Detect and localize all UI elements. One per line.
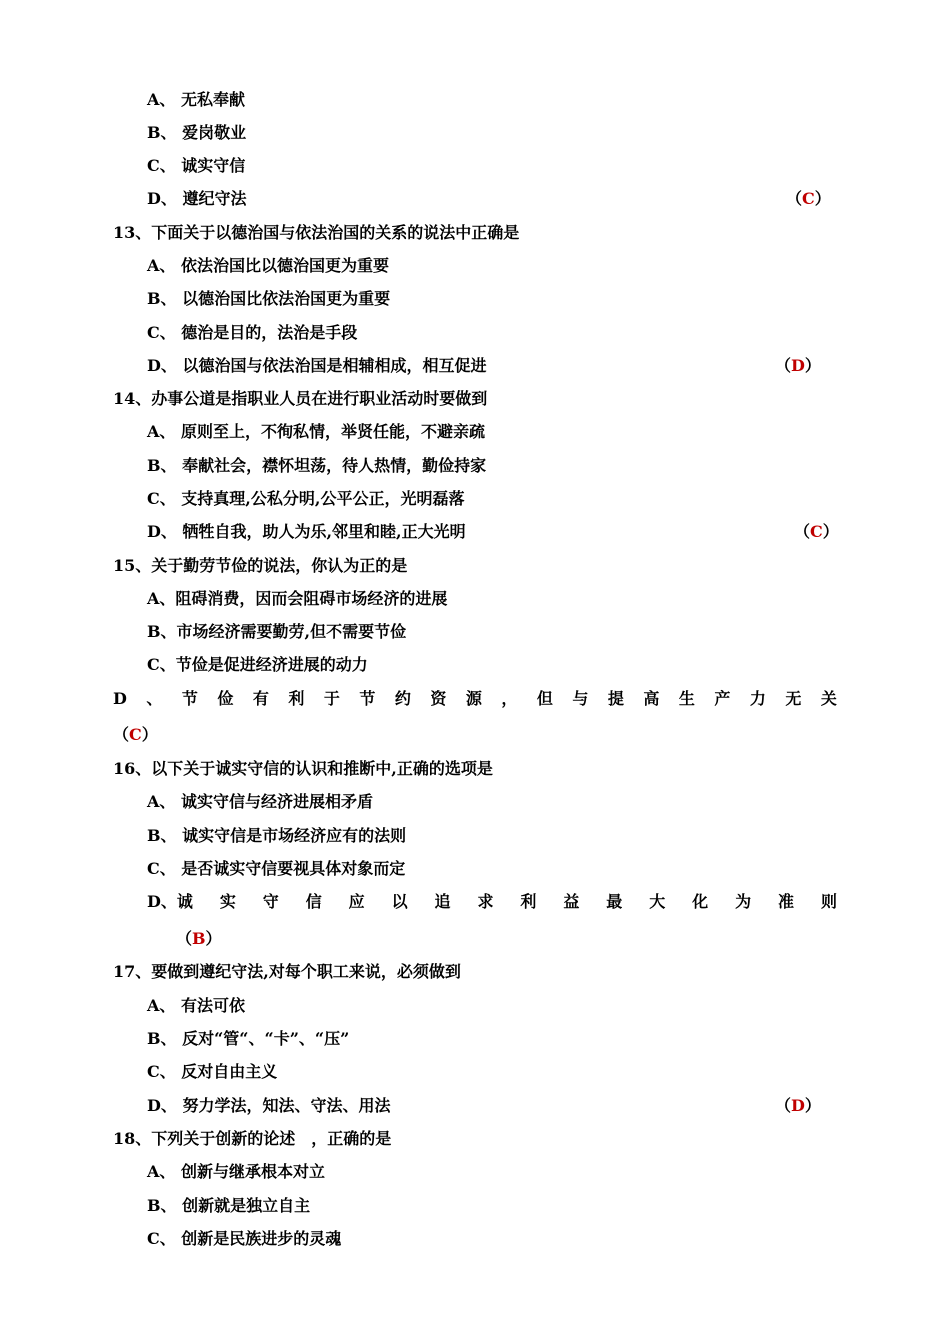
q16-option-d-char: 应 [348, 892, 365, 911]
q16-option-d-char: 以 [391, 892, 408, 911]
q18-option-a: A、 创新与继承根本对立 [147, 1162, 325, 1181]
q15-option-d-char: 于 [323, 689, 340, 708]
q17-answer: （D） [775, 1096, 821, 1115]
q12-answer: （C） [786, 189, 831, 208]
q13-option-d: D、 以德治国与依法治国是相辅相成，相互促进 [147, 356, 487, 375]
q16-option-d-char: 大 [649, 892, 666, 911]
q15-option-d-char: 节 [181, 689, 198, 708]
q16-option-d-char: 信 [305, 892, 322, 911]
q15-option-d-char: 与 [572, 689, 589, 708]
q13-stem: 13、下面关于以德治国与依法治国的关系的说法中正确是 [113, 223, 520, 242]
q15-option-d-char: 约 [394, 689, 411, 708]
q15-option-d-char: D [113, 689, 127, 708]
q14-option-c: C、 支持真理,公私分明,公平公正，光明磊落 [147, 489, 465, 508]
q15-option-d-char: 节 [359, 689, 376, 708]
q16-option-d-char: 则 [820, 892, 837, 911]
q13-option-a: A、 依法治国比以德治国更为重要 [147, 256, 389, 275]
q15-option-d-char: 关 [820, 689, 837, 708]
q15-stem: 15、关于勤劳节俭的说法，你认为正的是 [113, 556, 408, 575]
q15-option-d-char: 无 [785, 689, 802, 708]
q16-stem: 16、以下关于诚实守信的认识和推断中,正确的选项是 [113, 759, 493, 778]
q13-option-b: B、 以德治国比依法治国更为重要 [147, 289, 391, 308]
q15-option-d-char: 高 [643, 689, 660, 708]
q16-option-d-char: 最 [606, 892, 623, 911]
q12-option-a: A、 无私奉献 [147, 90, 245, 109]
q16-option-d-char: 守 [262, 892, 279, 911]
q16-option-d-char: 实 [219, 892, 236, 911]
q17-option-a: A、 有法可依 [147, 996, 245, 1015]
q13-answer: （D） [775, 356, 821, 375]
q15-option-d-char: 俭 [217, 689, 234, 708]
q16-option-b: B、 诚实守信是市场经济应有的法则 [147, 826, 407, 845]
q16-option-d-char: 益 [563, 892, 580, 911]
q16-option-d [147, 890, 837, 914]
q14-option-d: D、 牺牲自我，助人为乐,邻里和睦,正大光明 [147, 522, 466, 541]
q16-option-d-char: 求 [477, 892, 494, 911]
q15-option-d-char: 但 [536, 689, 553, 708]
q14-answer: （C） [794, 522, 839, 541]
q12-option-d: D、 遵纪守法 [147, 189, 247, 208]
q15-option-d-char: ， [501, 689, 518, 708]
q17-option-d: D、 努力学法，知法、守法、用法 [147, 1096, 391, 1115]
q15-option-d-char: 力 [749, 689, 766, 708]
q16-option-d-char: 准 [778, 892, 795, 911]
q16-option-d-char: 为 [735, 892, 752, 911]
q15-option-d [113, 687, 837, 711]
q15-option-d-char: 生 [678, 689, 695, 708]
q18-option-c: C、 创新是民族进步的灵魂 [147, 1229, 342, 1248]
q15-option-b: B、市场经济需要勤劳,但不需要节俭 [147, 622, 407, 641]
q16-option-c: C、 是否诚实守信要视具体对象而定 [147, 859, 406, 878]
q16-option-d-char: 利 [520, 892, 537, 911]
q16-answer: （B） [176, 929, 222, 948]
q12-option-c: C、 诚实守信 [147, 156, 246, 175]
q14-option-a: A、 原则至上，不徇私情，举贤任能，不避亲疏 [147, 422, 485, 441]
q16-option-d-char: D、诚 [147, 892, 193, 911]
q15-option-d-char: 利 [288, 689, 305, 708]
q15-option-d-char: 源 [465, 689, 482, 708]
q14-option-b: B、 奉献社会，襟怀坦荡，待人热情，勤俭持家 [147, 456, 487, 475]
q16-option-a: A、 诚实守信与经济进展相矛盾 [147, 792, 373, 811]
q15-option-d-char: 资 [430, 689, 447, 708]
q16-option-d-char: 追 [434, 892, 451, 911]
q16-option-d-char: 化 [692, 892, 709, 911]
q17-option-b: B、 反对“管“、“卡”、“压” [147, 1029, 350, 1048]
q15-option-d-char: 有 [252, 689, 269, 708]
q15-option-c: C、节俭是促进经济进展的动力 [147, 655, 368, 674]
q15-answer: （C） [113, 725, 158, 744]
q17-option-c: C、 反对自由主义 [147, 1062, 278, 1081]
q17-stem: 17、要做到遵纪守法,对每个职工来说，必须做到 [113, 962, 461, 981]
q15-option-d-char: 、 [146, 689, 163, 708]
q15-option-d-char: 产 [714, 689, 731, 708]
q15-option-d-char: 提 [607, 689, 624, 708]
q13-option-c: C、 德治是目的，法治是手段 [147, 323, 358, 342]
q18-stem: 18、下列关于创新的论述 ，正确的是 [113, 1129, 392, 1148]
q14-stem: 14、办事公道是指职业人员在进行职业活动时要做到 [113, 389, 488, 408]
q15-option-a: A、阻碍消费，因而会阻碍市场经济的进展 [147, 589, 448, 608]
q12-option-b: B、 爱岗敬业 [147, 123, 247, 142]
q18-option-b: B、 创新就是独立自主 [147, 1196, 311, 1215]
